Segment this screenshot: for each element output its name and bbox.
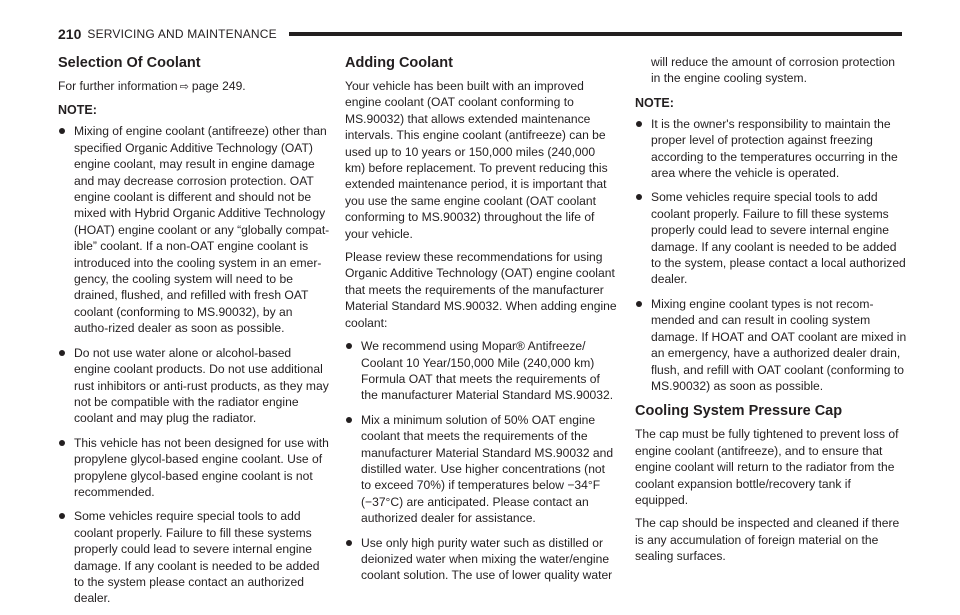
bullet-icon (636, 121, 642, 127)
column-left (58, 54, 330, 615)
further-info-label: For further information (58, 79, 178, 93)
page-reference-link[interactable]: page 249. (191, 79, 246, 93)
section-title: SERVICING AND MAINTENANCE (87, 27, 277, 41)
paragraph: Please review these recommendations for using Organic Additive Technology (OAT) engine coolant that meets the requirements of the manufacturer Material Standard MS.90032. When adding engine coolant: (345, 250, 617, 330)
header-rule (289, 32, 902, 36)
bullet-icon (59, 350, 65, 356)
bullet-icon (346, 343, 352, 349)
list-item (345, 535, 617, 584)
recommendation-list (345, 338, 617, 584)
bullet-icon (59, 128, 65, 134)
bullet-icon (59, 513, 65, 519)
heading-cooling-system-pressure-cap: Cooling System Pressure Cap (635, 403, 843, 420)
arrow-right-icon: ⇨ (179, 81, 189, 93)
bullet-icon (636, 194, 642, 200)
list-item-text: Do not use water alone or alcohol-based engine coolant products. Do not use additional rust inhibitors or anti-rust products, as they may not be compatible with the radiator engine coolant and may plug the radiator. (74, 345, 329, 426)
list-item (635, 296, 907, 394)
heading-adding-coolant: Adding Coolant (345, 55, 453, 71)
list-item-text: We recommend using Mopar® Antifreeze/ Coolant 10 Year/150,000 Mile (240,000 km) Formula OAT that meets the requirements of the manufacturer Material Standard MS.90032. (361, 339, 614, 403)
bullet-icon (346, 417, 352, 423)
list-item-text: Mix a minimum solution of 50% OAT engine coolant that meets the requirements of the manufacturer Material Standard MS.90032 and distilled water. Use higher concentrations (not to exceed 70%) if temperatures below −34°F (−37°C) are anticipated. Please contact an authorized dealer for assistance. (361, 412, 614, 526)
list-item-text: Some vehicles require special tools to add coolant properly. Failure to fill these systems properly could lead to severe internal engine damage. If any coolant is needed to be added to the system, please contact a local authorized dealer. (651, 190, 906, 287)
list-item (635, 116, 907, 182)
column-middle (345, 54, 617, 592)
list-item (635, 189, 907, 287)
paragraph: Your vehicle has been built with an improved engine coolant (OAT coolant conforming to MS.90032) that allows extended maintenance intervals. This engine coolant (antifreeze) can be used up to 10 years or 150,000 miles (240,000 km) before replacement. To prevent reducing this extended maintenance period, it is important that you use the same engine coolant (OAT coolant conforming to MS.90032) throughout the life of your vehicle. (345, 79, 608, 241)
bullet-icon (59, 440, 65, 446)
list-item-text: It is the owner's responsibility to maintain the proper level of protection against freezing according to the temperatures occurring in the area where the vehicle is operated. (651, 116, 898, 181)
list-item-text: This vehicle has not been designed for use with propylene glycol-based engine coolant. Use of propylene glycol-based engine coolant is not recommended. (74, 435, 329, 499)
paragraph: The cap should be inspected and cleaned if there is any accumulation of foreign material on the sealing surfaces. (635, 516, 900, 564)
paragraph: The cap must be fully tightened to prevent loss of engine coolant (antifreeze), and to ensure that engine coolant will return to the radiator from the coolant expansion bottle/recovery tank if equipped. (635, 427, 899, 507)
note-label: NOTE: (58, 103, 97, 118)
note-list (635, 116, 907, 395)
list-item (58, 123, 330, 336)
list-item-text: Use only high purity water such as distilled or deionized water when mixing the water/engine coolant solution. The use of lower quality water (361, 535, 613, 583)
list-item (345, 412, 617, 527)
further-info-text (58, 78, 330, 95)
note-list (58, 123, 330, 606)
page-header (58, 24, 902, 44)
list-item (58, 435, 330, 501)
list-item (58, 345, 330, 427)
column-right (635, 54, 907, 572)
note-label: NOTE: (635, 95, 674, 110)
bullet-icon (346, 540, 352, 546)
list-item-text: Mixing engine coolant types is not recom-mended and can result in cooling system damage. If HOAT and OAT coolant are mixed in an emergency, have a authorized dealer drain, flush, and refill with OAT coolant (conforming to MS.90032) as soon as possible. (651, 296, 907, 393)
page-number: 210 (58, 26, 82, 42)
bullet-icon (636, 301, 642, 307)
list-item (58, 508, 330, 606)
list-item-continuation: will reduce the amount of corrosion protection in the engine cooling system. (651, 55, 896, 86)
list-item (345, 338, 617, 404)
list-item-text: Some vehicles require special tools to add coolant properly. Failure to fill these systems properly could lead to severe internal engine damage. If any coolant is needed to be added to the system please contact an authorized dealer. (74, 509, 320, 606)
heading-selection-of-coolant: Selection Of Coolant (58, 55, 201, 71)
list-item-text: Mixing of engine coolant (antifreeze) other than specified Organic Additive Technology (OAT) engine coolant, may result in engine damage and may decrease corrosion protection. OAT engine coolant is different and should not be mixed with Hybrid Organic Additive Technology (HOAT) engine coolant or any “globally compat-ible” coolant. If a non-OAT engine coolant is introduced into the cooling system in an emer-gency, the cooling system will need to be drained, flushed, and refilled with fresh OAT coolant (conforming to MS.90032), by an autho-rized dealer as soon as possible. (74, 124, 330, 336)
